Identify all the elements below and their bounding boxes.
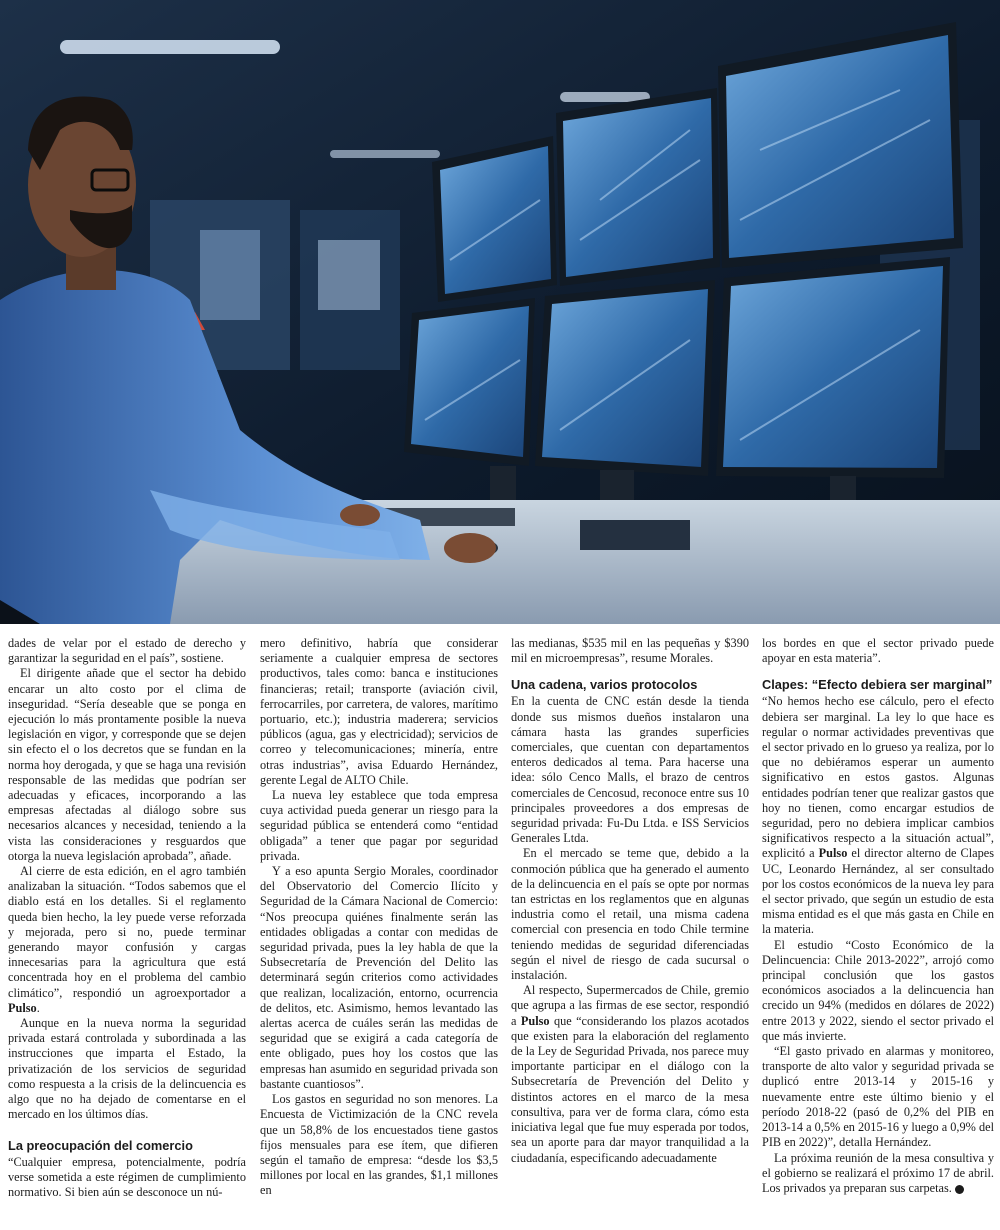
publication-name: Pulso: [818, 846, 848, 861]
paragraph-text: los bordes en que el sector privado puede apoyar en esta materia”.: [762, 636, 994, 666]
section-heading: Clapes: “Efecto debiera ser marginal”: [762, 677, 993, 693]
paragraph-text: mero definitivo, habría que considerar seriamente a cualquier empresa de sectores productivos, tales como: banca e instituciones financieras; retail; transporte (aviación civil, ferrocarriles, por carretera, de valores, marítimo portuario, etc.); industria maderera; servicios públicos (agua, gas y electricidad); servicios de correo y telecomunicaciones; minería, entre otras industrias”, avisa Eduardo Hernández, gerente Legal de ALTO Chile.: [260, 636, 498, 787]
article-body: [8, 636, 994, 1226]
paragraph: [8, 636, 246, 666]
publication-name: Pulso: [520, 1013, 550, 1028]
paragraph-text: “Cualquier empresa, potencialmente, podría verse sometida a este régimen de cumplimiento normativo. Si bien aún se desconoce un nú-: [8, 1154, 246, 1199]
paragraph: [762, 1151, 994, 1197]
article-end-icon: P: [955, 1185, 964, 1194]
publication-name: Pulso: [8, 1000, 37, 1015]
paragraph: [762, 938, 994, 1044]
article-column-2: [260, 636, 498, 1226]
paragraph-text: En el mercado se teme que, debido a la conmoción pública que ha generado el aumento de la delincuencia en el país se opte por normas tan estrictas en los reglamentos que en algunas industria como el retail, una misma cadena comercial con presencia en todo Chile termine teniendo medidas de seguridad diferenciadas según el nivel de riesgo de cada sucursal o instalación.: [511, 846, 749, 983]
paragraph: [260, 636, 498, 788]
paragraph: [762, 694, 994, 937]
paragraph-text: dades de velar por el estado de derecho y garantizar la seguridad en el país”, sostiene.: [8, 636, 246, 666]
paragraph-text: Aunque en la nueva norma la seguridad privada estará controlada y subordinada a las instrucciones que imparta el Estado, la privatización de los servicios de seguridad como respuesta a la crisis de la delincuencia es algo que no ha dejado de comentarse en el mercado en los últimos días.: [8, 1016, 246, 1122]
paragraph-text: La próxima reunión de la mesa consultiva y el gobierno se realizará el próximo 17 de abril. Los privados ya preparan sus carpetas.: [762, 1150, 994, 1195]
paragraph: [8, 1155, 246, 1201]
paragraph-text: las medianas, $535 mil en las pequeñas y $390 mil en microempresas”, resume Morales.: [511, 636, 749, 666]
paragraph: [260, 788, 498, 864]
paragraph: [8, 864, 246, 1016]
paragraph-text: En la cuenta de CNC están desde la tienda donde sus mismos dueños instalaron una cámara hasta las grandes superficies comerciales, que cuentan con departamentos enteros dedicados al tema. Para hacerse una idea: sólo Cenco Malls, el brazo de centros comerciales de Cencosud, reconoce entre sus 10 principales proveedores a dos empresas de seguridad privada: Fu-Du Ltda. e ISS Servicios Generales Ltda.: [511, 694, 749, 846]
paragraph-text: Al respecto, Supermercados de Chile, gremio que agrupa a las firmas de ese sector, respondió a: [511, 983, 749, 1028]
paragraph-text-continued: .: [36, 1000, 40, 1015]
paragraph-text: Al cierre de esta edición, en el agro también analizaban la situación. “Todos sabemos que el diablo está en los detalles. Si el reglamento queda bien hecho, la ley puede verse reforzada y mejorada, pero si no, puede terminar generando mayor confusión y cargas innecesarias para la agricultura que está concentrada hoy en el problema del cambio climático”, respondió un agroexportador a: [8, 864, 246, 1000]
paragraph: [511, 983, 749, 1165]
paragraph: [511, 636, 749, 666]
paragraph-text: El estudio “Costo Económico de la Delincuencia: Chile 2013-2022”, arrojó como principal conclusión que los gastos económicos asociados a la delincuencia han crecido un 94% (medidos en dólares de 2022) entre 2013 y 2022, siendo el sector privado el que más invierte.: [762, 937, 994, 1043]
section-heading: La preocupación del comercio: [8, 1137, 193, 1153]
paragraph-text-continued: que “considerando los plazos acotados que existen para la elaboración del reglamento de la Ley de Seguridad Privada, nos parece muy importante participar en el diálogo con la Subsecretaría de Prevención del Delito y distintos actores en el marco de la mesa consultiva, para ver de forma clara, cómo esta iniciativa legal que fue muy esperada por todos, sea un aporte para dar mayor tranquilidad a la ciudadanía, especificando adecuadamente: [511, 1013, 749, 1165]
paragraph-text: La nueva ley establece que toda empresa cuya actividad pueda generar un riesgo para la seguridad pública se entenderá como “entidad obligada” a tener que pagar por seguridad privada.: [260, 788, 498, 863]
paragraph-text-continued: el director alterno de Clapes UC, Leonardo Hernández, al ser consultado por los costos económicos de la nueva ley para el sector privado, que según un estudio de esta misma entidad es el que más gasta en Chile en la materia.: [762, 846, 994, 937]
paragraph: [260, 864, 498, 1092]
paragraph-text: El dirigente añade que el sector ha debido encarar un alto costo por el clima de inseguridad. “Sería deseable que se ponga en ejecución lo más prontamente posible la nueva legislación en vigor, y corresponde que se dejen sin efecto el o los decretos que se fundan en la norma hoy derogada, y que se haga una revisión responsable de las medidas que podrían ser adecuadas y eficaces, incorporando a las empresas afectadas al diálogo sobre sus necesarios alcances y necesidad, teniendo a la vista las consideraciones y resguardos que otorga la nueva legislación aprobada”, añade.: [8, 666, 246, 863]
paragraph: [511, 694, 749, 846]
article-column-3: [511, 636, 749, 1226]
paragraph-text: “No hemos hecho ese cálculo, pero el efecto debiera ser marginal. La ley lo que hace es regular o normar actividades preventivas que el sector privado en lo grueso ya realiza, por lo que no debiéramos esperar un aumento significativo en estos gastos. Algunas entidades podrían tener que realizar gastos que hoy no tienen, como encargar estudios de seguridad, pero no debiera implicar cambios significativos respecto a la situación actual”, explicitó a: [762, 694, 994, 861]
section-heading: Una cadena, varios protocolos: [511, 677, 698, 693]
paragraph: [260, 1092, 498, 1198]
paragraph: [8, 666, 246, 864]
paragraph-text: “El gasto privado en alarmas y monitoreo, transporte de alto valor y seguridad privada se duplicó entre 2013-14 y 2015-16 y nuevamente entre este último bienio y el período 2018-22 (pasó de 0,2% del PIB en 2013-14 a 0,5% en 2015-16 y luego a 0,9% del PIB en 2022)”, detalla Hernández.: [762, 1044, 994, 1150]
paragraph-text: Los gastos en seguridad no son menores. La Encuesta de Victimización de la CNC revela que un 58,8% de los encuestados tiene gastos fijos mensuales para ese ítem, que difieren según el tamaño de empresa: “desde los $3,5 millones por local en las grandes, $1,1 millones en: [260, 1092, 498, 1198]
paragraph: [8, 1016, 246, 1122]
paragraph-text: Y a eso apunta Sergio Morales, coordinador del Observatorio del Comercio Ilícito y Seguridad de la Cámara Nacional de Comercio: “Nos preocupa quiénes finalmente serán las entidades obligadas a contar con medidas de seguridad privada, pues la ley habla de que la Subsecretaría de Prevención del Delito las determinará según criterios como actividades que realizan, localización, entorno, ocurrencia de delitos, etc. Asimismo, hemos levantado las alertas acerca de cuáles serán las medidas de seguridad que se exigirá a cada categoría de ente obligado, pues hoy los costos que las empresas han asumido en seguridad privada son bastante cuantiosos”.: [260, 864, 498, 1091]
paragraph: [762, 1044, 994, 1150]
article-column-1: [8, 636, 246, 1226]
article-column-4: [762, 636, 994, 1226]
paragraph: [511, 846, 749, 983]
paragraph: [762, 636, 994, 666]
